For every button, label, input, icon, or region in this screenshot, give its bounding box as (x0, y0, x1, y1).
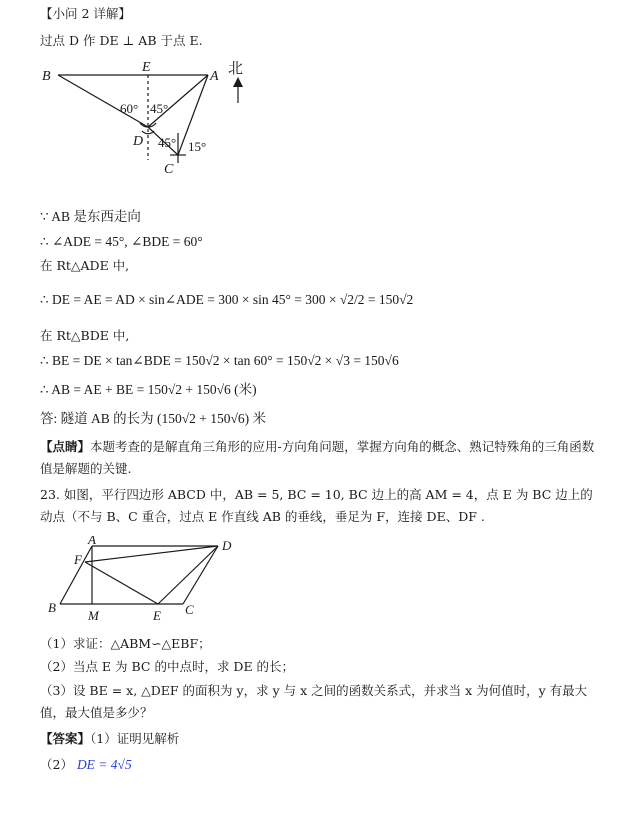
answer-label: 【答案】 (40, 731, 91, 746)
line-rt-bde: 在 Rt△BDE 中, (40, 328, 130, 343)
line-answer-tunnel: 答: 隧道 AB 的长为 (150√2 + 150√6) 米 (40, 411, 267, 426)
question-1: （1）求证：△ABM∽△EBF； (40, 636, 211, 651)
label-D2: D (222, 538, 232, 553)
line-rt-ade: 在 Rt△ADE 中, (40, 258, 130, 273)
label-angle45-top: 45° (150, 101, 169, 116)
line-ab-east-west: ∵ AB 是东西走向 (40, 209, 141, 224)
segment-FD (85, 546, 218, 562)
answer-line-1 (40, 731, 179, 747)
label-B2: B (48, 600, 56, 615)
problem-23-statement: 23. 如图，平行四边形 ABCD 中，AB = 5, BC = 10, BC 边上的高 AM = 4，点 E 为 BC 边上的动点（不与 B、C 重合，过点 E 作直线 AB 的垂线，垂足为 F，连接 DE、DF . (40, 487, 593, 524)
label-D: D (133, 134, 144, 149)
line-angles: ∴ ∠ADE = 45°, ∠BDE = 60° (40, 234, 203, 249)
question-3: （3）设 BE = x, △DEF 的面积为 y，求 y 与 x 之间的函数关系式，并求当 x 为何值时，y 有最大值，最大值是多少？ (40, 683, 588, 720)
answer-1: （1）证明见解析 (90, 731, 180, 746)
label-angle15: 15° (188, 139, 207, 154)
label-E2: E (153, 608, 161, 623)
figure-2-parallelogram (40, 536, 260, 626)
question-2: （2）当点 E 为 BC 的中点时，求 DE 的长； (40, 659, 295, 674)
north-arrow-head (233, 77, 243, 87)
line-ab-sum: ∴ AB = AE + BE = 150√2 + 150√6 (米) (40, 382, 257, 397)
construction-line: 过点 D 作 DE ⊥ AB 于点 E. (40, 33, 203, 48)
answer-line-2 (40, 757, 132, 773)
label-north: 北 (228, 61, 244, 77)
comment-label: 【点睛】 (40, 439, 91, 454)
label-angle60: 60° (120, 101, 139, 116)
label-E: E (142, 60, 151, 75)
line-be: ∴ BE = DE × tan∠BDE = 150√2 × tan 60° = 150√2 × √3 = 150√6 (40, 353, 399, 368)
label-A: A (210, 69, 219, 84)
label-B: B (42, 69, 51, 84)
label-F2: F (74, 552, 82, 567)
answer-2-value: DE = 4√5 (76, 757, 132, 772)
line-de-ae: ∴ DE = AE = AD × sin∠ADE = 300 × sin 45° = 300 × √2/2 = 150√2 (40, 292, 414, 307)
figure-1-direction-diagram (30, 55, 290, 205)
comment-text: 本题考查的是解直角三角形的应用-方向角问题，掌握方向角的概念、熟记特殊角的三角函数值是解题的关键. (40, 439, 595, 476)
label-C2: C (185, 602, 194, 617)
label-angle45-bottom: 45° (158, 135, 177, 150)
label-A2: A (88, 536, 96, 547)
section-header: 【小问 2 详解】 (40, 6, 131, 21)
answer-2-prefix: （2） (40, 757, 73, 772)
label-C: C (164, 162, 174, 177)
comment-block (40, 436, 600, 480)
segment-FE (85, 562, 158, 604)
label-M2: M (88, 608, 99, 623)
